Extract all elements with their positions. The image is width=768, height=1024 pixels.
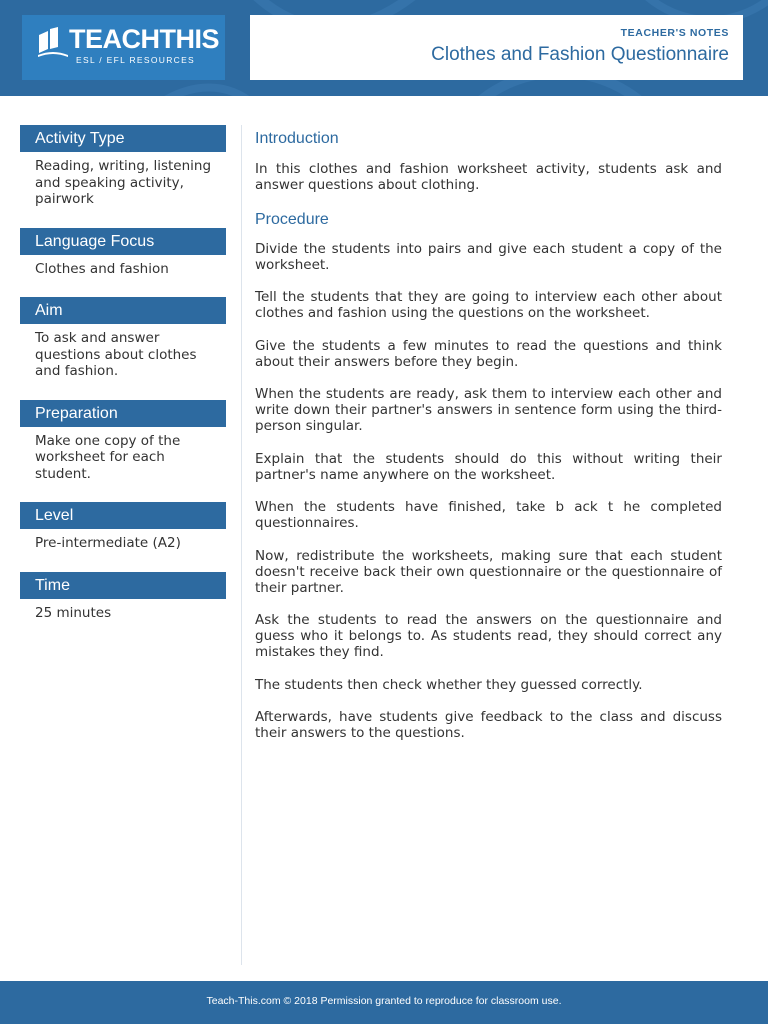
introduction-text: In this clothes and fashion worksheet activity, students ask and answer questions about clothing. <box>255 161 722 193</box>
sidebar-heading: Aim <box>20 297 226 324</box>
procedure-step: The students then check whether they guessed correctly. <box>255 676 643 693</box>
sidebar-text: To ask and answer questions about clothes and fashion. <box>35 330 197 379</box>
sidebar-section-preparation <box>20 400 226 483</box>
sidebar-heading: Level <box>20 502 226 529</box>
procedure-step: Explain that the students should do this without writing their partner's name anywhere on the worksheet. <box>255 450 722 483</box>
sidebar-heading: Time <box>20 572 226 599</box>
sidebar-section-aim <box>20 297 226 380</box>
notes-label: TEACHER'S NOTES <box>620 27 729 39</box>
title-panel <box>250 15 743 80</box>
procedure-step: Ask the students to read the answers on the questionnaire and guess who it belongs to. As students read, they should correct any mistakes they find. <box>255 612 722 660</box>
sidebar-heading: Language Focus <box>20 228 226 255</box>
page-footer <box>0 981 768 1024</box>
copyright-notice: Teach-This.com © 2018 Permission granted to reproduce for classroom use. <box>206 995 562 1007</box>
sidebar-section-time <box>20 572 226 622</box>
procedure-step: Give the students a few minutes to read the questions and think about their answers before they begin. <box>255 337 722 370</box>
brand-logo <box>22 15 225 80</box>
sidebar-section-level <box>20 502 226 552</box>
sidebar-heading: Activity Type <box>20 125 226 152</box>
procedure-step: Afterwards, have students give feedback to the class and discuss their answers to the questions. <box>255 709 722 741</box>
procedure-step: Tell the students that they are going to interview each other about clothes and fashion using the questions on the worksheet. <box>255 289 722 321</box>
introduction-heading: Introduction <box>255 130 339 147</box>
sidebar-section-language-focus <box>20 228 226 278</box>
sidebar-heading: Preparation <box>20 400 226 427</box>
sidebar-text: Reading, writing, listening and speaking activity, pairwork <box>35 158 212 207</box>
procedure-step: When the students are ready, ask them to interview each other and write down their partner's answers in sentence form using the third-person singular. <box>255 386 722 434</box>
procedure-step: When the students have finished, take b ack t he completed questionnaires. <box>255 499 722 531</box>
page-header <box>0 0 768 96</box>
brand-tagline: ESL / EFL RESOURCES <box>76 55 196 65</box>
open-book-icon <box>36 25 70 59</box>
procedure-step: Now, redistribute the worksheets, making sure that each student doesn't receive back their own questionnaire or the questionnaire of their partner. <box>255 547 722 596</box>
sidebar-text: Make one copy of the worksheet for each student. <box>35 432 181 482</box>
procedure-step: Divide the students into pairs and give each student a copy of the worksheet. <box>255 240 722 273</box>
column-divider <box>241 125 242 965</box>
sidebar <box>20 125 226 641</box>
main-content <box>255 129 722 758</box>
sidebar-text: 25 minutes <box>35 604 112 621</box>
sidebar-text: Clothes and fashion <box>35 260 169 277</box>
procedure-heading: Procedure <box>255 210 329 228</box>
sidebar-text: Pre-intermediate (A2) <box>35 535 181 551</box>
sidebar-section-activity-type <box>20 125 226 208</box>
page-title: Clothes and Fashion Questionnaire <box>431 44 729 65</box>
brand-name: TEACHTHIS <box>69 24 219 54</box>
